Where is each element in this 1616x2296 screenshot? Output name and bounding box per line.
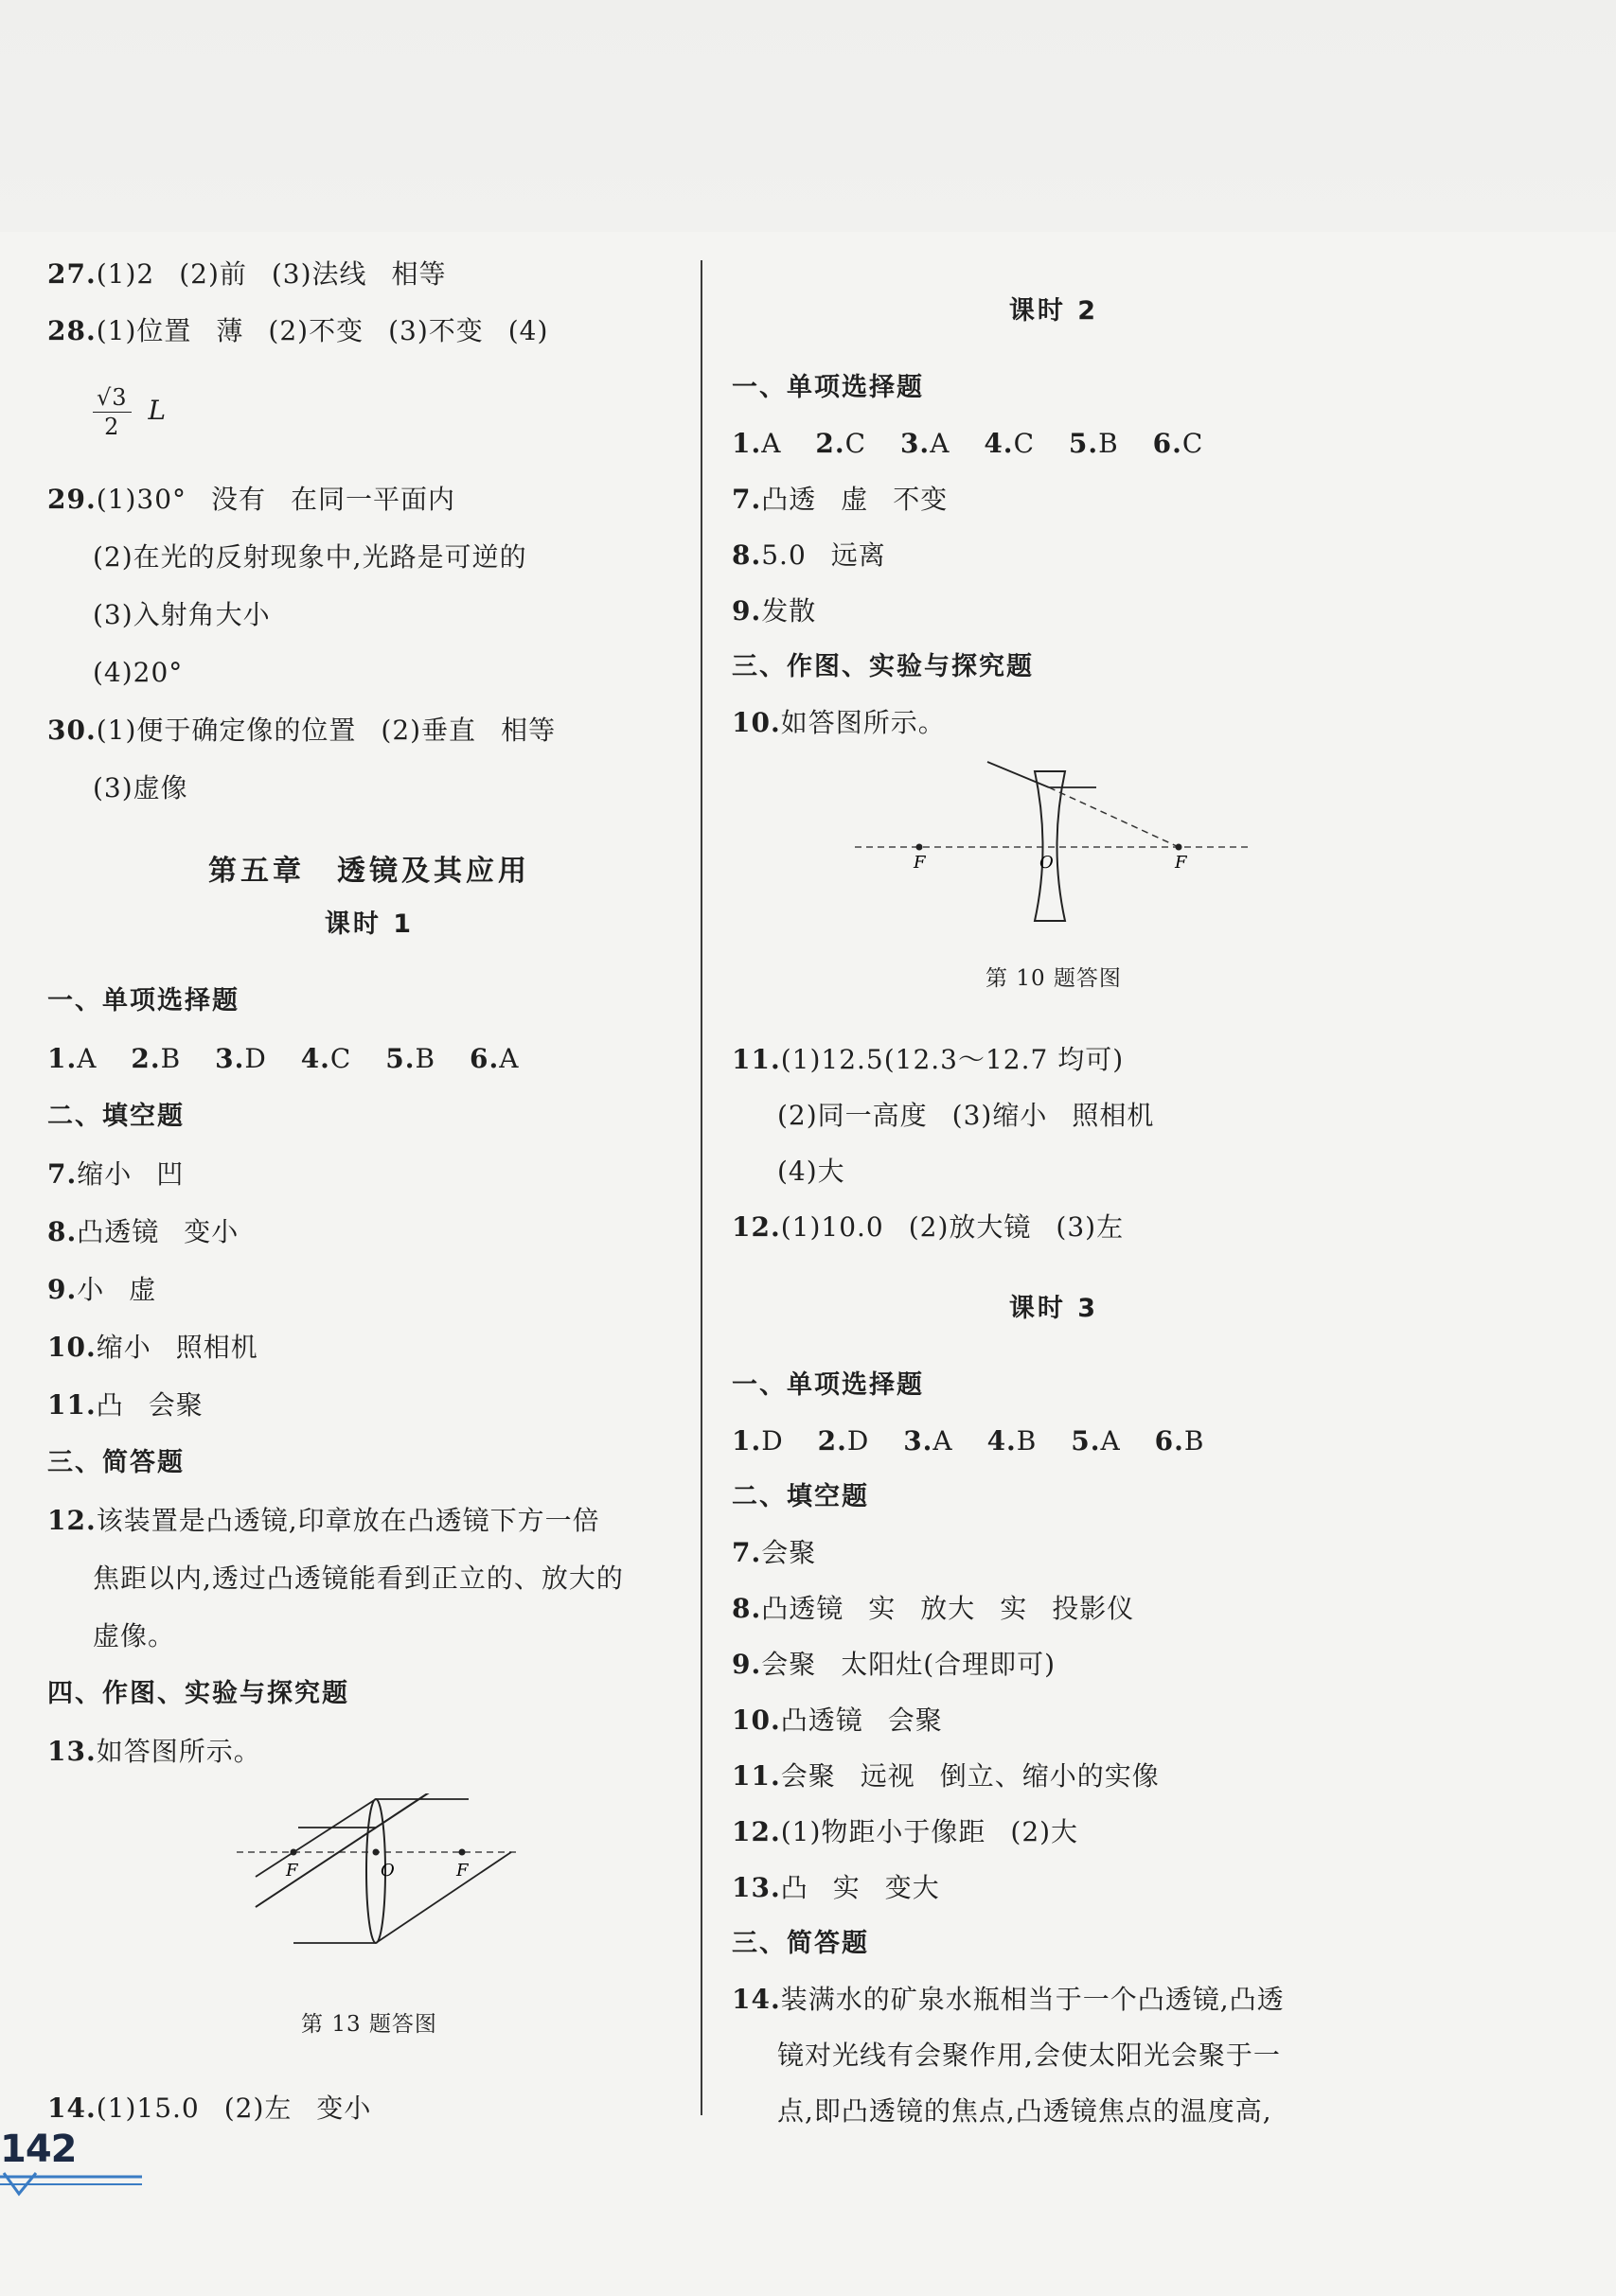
answer-11: 11.会聚 远视 倒立、缩小的实像 [732, 1760, 1160, 1792]
optical-center [373, 1849, 380, 1856]
focus-left [916, 844, 923, 851]
label-o: O [1039, 853, 1054, 873]
focus-left [291, 1849, 297, 1856]
label-f-right: F [1175, 853, 1187, 873]
section-drawing-experiment: 四、作图、实验与探究题 [47, 1679, 349, 1708]
answer-11-line1: 11.(1)12.5(12.3～12.7 均可) [732, 1044, 1125, 1075]
answer-10: 10.如答图所示。 [732, 707, 946, 738]
section-short-answer: 三、简答题 [732, 1929, 869, 1958]
answer-7: 7.凸透 虚 不变 [732, 484, 949, 515]
answer-12: 12.(1)10.0 (2)放大镜 (3)左 [732, 1211, 1125, 1243]
chapter-title: 第五章 透镜及其应用 [208, 855, 530, 888]
figure-10-caption: 第 10 题答图 [986, 966, 1122, 991]
answer-28: 28.(1)位置 薄 (2)不变 (3)不变 (4) [47, 315, 549, 346]
answer-14-line3: 点,即凸透镜的焦点,凸透镜焦点的温度高, [777, 2095, 1272, 2127]
answer-29-line2: (2)在光的反射现象中,光路是可逆的 [93, 541, 527, 573]
section-fill-blank: 二、填空题 [47, 1102, 185, 1131]
label-f-right: F [456, 1861, 469, 1881]
answer-10: 10.缩小 照相机 [47, 1332, 258, 1363]
column-divider [701, 260, 702, 2115]
answer-9: 9.小 虚 [47, 1274, 157, 1305]
answer-30-line2: (3)虚像 [93, 772, 188, 804]
label-f-left: F [914, 853, 926, 873]
answer-8: 8.5.0 远离 [732, 539, 886, 571]
answer-14-line2: 镜对光线有会聚作用,会使太阳光会聚于一 [777, 2040, 1281, 2071]
answer-11-line2: (2)同一高度 (3)缩小 照相机 [777, 1100, 1155, 1131]
answer-29-line4: (4)20° [93, 657, 184, 688]
incident-ray-1 [256, 1799, 376, 1877]
answer-13: 13.凸 实 变大 [732, 1872, 940, 1903]
label-o: O [381, 1861, 395, 1881]
convex-lens-diagram [237, 1793, 577, 1945]
answer-9: 9.会聚 太阳灶(合理即可) [732, 1649, 1057, 1680]
answer-14-line1: 14.装满水的矿泉水瓶相当于一个凸透镜,凸透 [732, 1984, 1285, 2015]
fraction: $\frac{√3}{2}$ [93, 383, 132, 441]
answer-10: 10.凸透镜 会聚 [732, 1704, 943, 1736]
answer-29-line3: (3)入射角大小 [93, 599, 271, 630]
answer-11-line3: (4)大 [777, 1156, 845, 1187]
answer-7: 7.缩小 凹 [47, 1158, 185, 1190]
answer-27: 27.(1)2 (2)前 (3)法线 相等 [47, 258, 447, 290]
lesson-2-title: 课时 2 [1008, 296, 1099, 326]
figure-13-caption: 第 13 题答图 [301, 2012, 437, 2037]
mc-answers-lesson3: 1.D 2.D 3.A 4.B 5.A 6.B [732, 1425, 1205, 1457]
answer-12: 12.(1)物距小于像距 (2)大 [732, 1816, 1079, 1847]
answer-12-line1: 12.该装置是凸透镜,印章放在凸透镜下方一倍 [47, 1505, 600, 1536]
answer-9: 9.发散 [732, 595, 817, 627]
focus-right [1176, 844, 1182, 851]
answer-7: 7.会聚 [732, 1537, 817, 1568]
section-single-choice: 一、单项选择题 [47, 986, 240, 1016]
answer-8: 8.凸透镜 变小 [47, 1216, 240, 1247]
concave-lens [1035, 771, 1065, 921]
incident-ray [987, 762, 1049, 787]
answer-8: 8.凸透镜 实 放大 实 投影仪 [732, 1593, 1135, 1624]
answer-12-line2: 焦距以内,透过凸透镜能看到正立的、放大的 [93, 1563, 624, 1594]
answer-28-fraction: $\frac{√3}{2}$ L [93, 383, 167, 441]
section-single-choice: 一、单项选择题 [732, 1370, 924, 1400]
concave-lens-diagram [855, 752, 1252, 923]
section-drawing-experiment: 三、作图、实验与探究题 [732, 652, 1034, 681]
page-number: 142 [0, 2128, 77, 2171]
blank-header-band [0, 0, 1616, 232]
mc-answers-lesson2: 1.A 2.C 3.A 4.C 5.B 6.C [732, 428, 1204, 459]
label-f-left: F [286, 1861, 298, 1881]
answer-14: 14.(1)15.0 (2)左 变小 [47, 2093, 372, 2124]
lesson-3-title: 课时 3 [1008, 1294, 1099, 1323]
mc-answers-lesson1: 1.A 2.B 3.D 4.C 5.B 6.A [47, 1043, 520, 1074]
answer-11: 11.凸 会聚 [47, 1389, 204, 1421]
section-short-answer: 三、简答题 [47, 1448, 185, 1477]
ray-extension [1049, 787, 1179, 847]
answer-29-line1: 29.(1)30° 没有 在同一平面内 [47, 484, 456, 515]
page-corner-decoration [0, 2167, 151, 2205]
lesson-1-title: 课时 1 [324, 910, 415, 939]
section-fill-blank: 二、填空题 [732, 1482, 869, 1511]
section-single-choice: 一、单项选择题 [732, 373, 924, 402]
focus-right [459, 1849, 466, 1856]
answer-12-line3: 虚像。 [93, 1620, 176, 1651]
answer-30-line1: 30.(1)便于确定像的位置 (2)垂直 相等 [47, 715, 557, 746]
refracted-ray-4 [376, 1852, 511, 1943]
answer-13: 13.如答图所示。 [47, 1736, 261, 1767]
